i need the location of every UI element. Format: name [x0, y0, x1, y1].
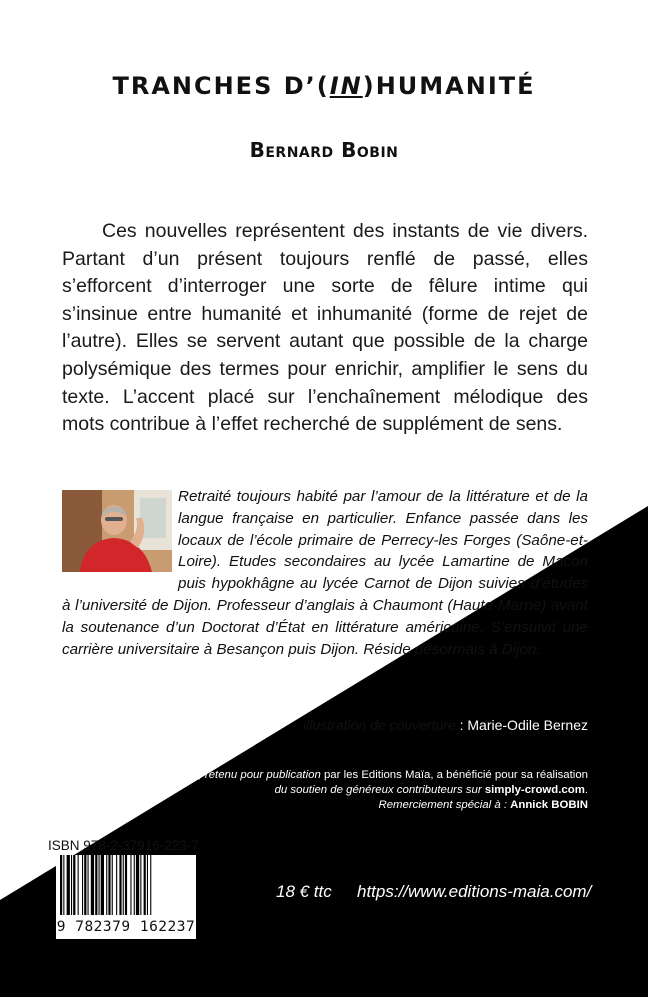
- biography-text: Retraité toujours habité par l’amour de la littérature et de la langue française en particulier. Enfance passée dans les locaux de l’école primaire de Perrecy-les Forges (Saône-et-Loire). Etudes secondaires au lycée Lamartine de Macon puis hypokhâgne au lycée Carnot de Dijon suivies d’études à l’université de Dijon. Professeur d’anglais à Chaumont (Haute-Marne) avant la soutenance d’un Doctorat d’État en littérature américaine. S’ensuivit une carrière universitaire à Besançon puis Dijon. Réside désormais à Dijon.: [62, 488, 588, 658]
- barcode-bar: [116, 855, 117, 915]
- special-thanks-name: Annick BOBIN: [510, 799, 588, 811]
- barcode-bar: [150, 855, 151, 915]
- barcode-bar: [99, 855, 100, 915]
- credits-line-3-italic: Remerciement spécial à :: [378, 799, 511, 811]
- barcode-bar: [91, 855, 94, 915]
- barcode-bar: [108, 855, 110, 915]
- illustrator-name: Marie-Odile Bernez: [467, 717, 588, 733]
- barcode-bar: [123, 855, 124, 915]
- isbn-number: ISBN 978-2-37916-223-7: [48, 838, 199, 853]
- credits-line-2-end: .: [584, 784, 588, 796]
- barcode-bar: [130, 855, 131, 915]
- credits-line-2: [28, 783, 588, 798]
- barcode-bar: [63, 855, 64, 915]
- title-suffix: )HUMANITÉ: [362, 72, 536, 100]
- barcode-bar: [134, 855, 135, 915]
- publisher-credits: [28, 768, 588, 813]
- barcode-bar: [144, 855, 146, 915]
- illustration-label: illustration de couverture: [303, 717, 456, 733]
- barcode-bar: [95, 855, 97, 915]
- publisher-url: https://www.editions-maia.com/: [357, 882, 592, 901]
- barcode-bar: [84, 855, 86, 915]
- barcode-bar: [60, 855, 62, 915]
- barcode-digits: 9 782379 162237: [56, 919, 196, 935]
- credits-line-1: [28, 768, 588, 783]
- author-biography: [62, 486, 588, 660]
- book-summary: Ces nouvelles représentent des instants de vie divers. Partant d’un présent toujours renflé de passé, elles s’efforcent d’interroger une sorte de fêlure intime qui s’insinue entre humanité et inhumanité (forme de rejet de l’autre). Elles se servent autant que possible de la charge polysémique des termes pour enrichir, amplifier le sens du texte. L’accent placé sur l’enchaînement mélodique des mots contribue à l’effet recherché de supplément de sens.: [62, 220, 588, 436]
- book-price: 18 € ttc: [276, 882, 332, 901]
- author-name: Bernard Bobin: [249, 138, 399, 162]
- barcode-bar: [78, 855, 79, 915]
- barcode-bar: [106, 855, 107, 915]
- credits-line-3: [28, 798, 588, 813]
- barcode-bar: [147, 855, 148, 915]
- credits-line-1-italic: Ce livre, retenu pour publication: [159, 769, 321, 781]
- barcode-bar: [112, 855, 113, 915]
- barcode-bar: [136, 855, 139, 915]
- barcode-bar: [125, 855, 127, 915]
- barcode-bar: [71, 855, 72, 915]
- credits-line-2-italic: du soutien de généreux contributeurs sur: [274, 784, 485, 796]
- barcode-bars: [56, 855, 196, 919]
- crowdfunding-site: simply-crowd.com: [484, 784, 585, 796]
- barcode-bar: [73, 855, 75, 915]
- title-in: IN: [329, 72, 363, 100]
- barcode-bar: [101, 855, 104, 915]
- barcode-bar: [119, 855, 121, 915]
- barcode-bar: [67, 855, 70, 915]
- title-prefix: TRANCHES D’(: [112, 72, 330, 100]
- illustration-credit: [303, 717, 588, 733]
- illustration-separator: :: [455, 717, 468, 733]
- barcode-bar: [88, 855, 89, 915]
- barcode-bar: [82, 855, 83, 915]
- barcode-bar: [140, 855, 141, 915]
- book-title: [0, 72, 648, 100]
- credits-line-1-rest: par les Editions Maïa, a bénéficié pour sa réalisation: [320, 769, 588, 781]
